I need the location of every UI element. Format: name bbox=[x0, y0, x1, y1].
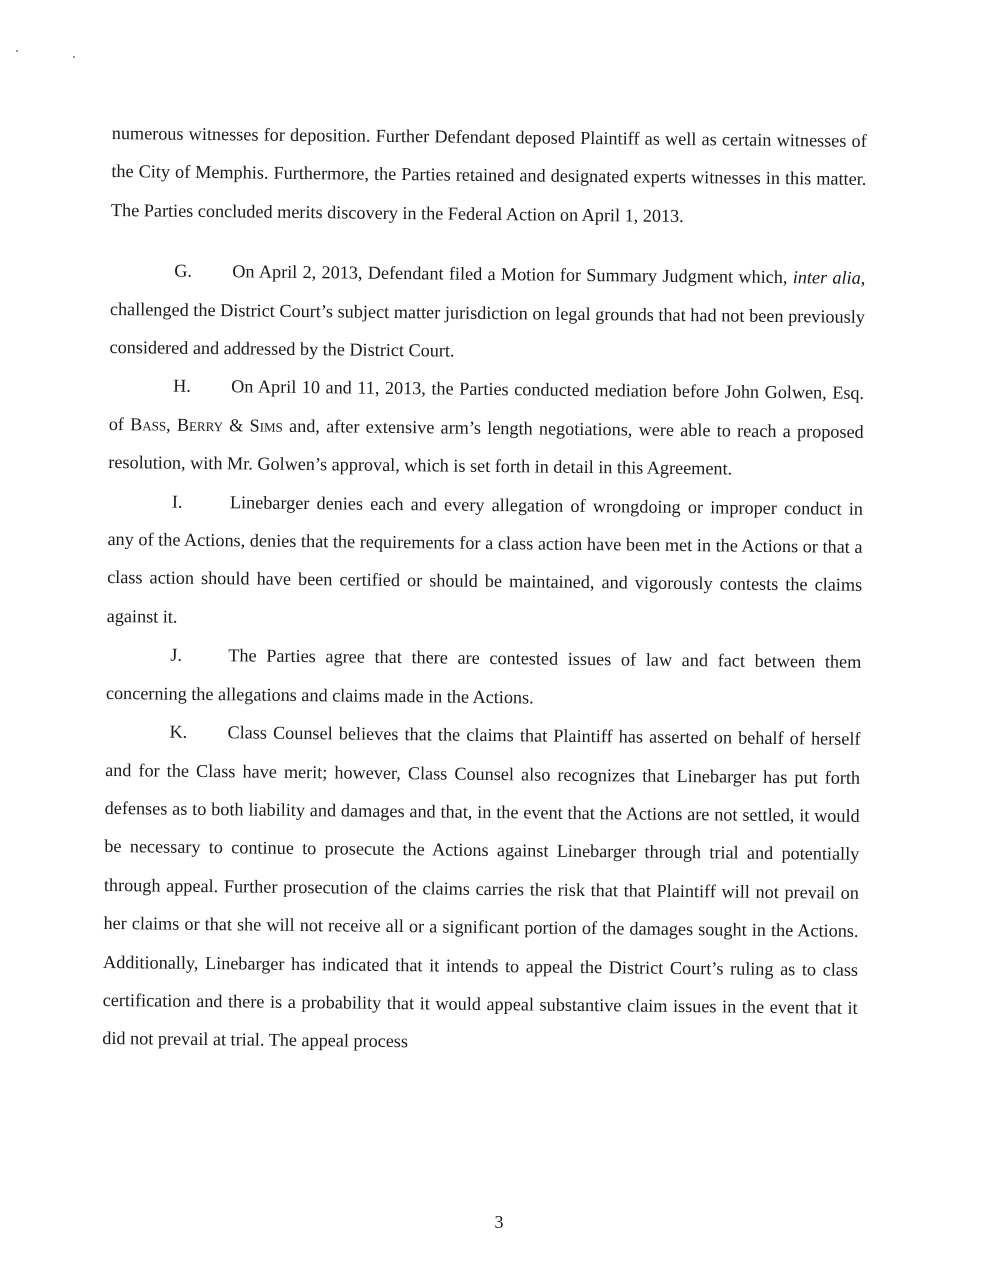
law-firm-name: Bass, Berry & Sims bbox=[130, 414, 283, 436]
paragraph-letter: K. bbox=[169, 721, 188, 742]
paragraph-italic-term: inter alia bbox=[792, 267, 861, 289]
paragraph-text: Linebarger denies each and every allegation of wrongdoing or improper conduct in any of the Actions, denies that the requirements for a class action have been met in the Actions or that a class action should have been certified or should be maintained, and vigorously contests the claims against it. bbox=[106, 491, 864, 627]
paragraph-h bbox=[108, 366, 864, 489]
paragraph-g bbox=[109, 251, 865, 374]
paragraph-text: On April 10 and 11, 2013, the Parties conducted mediation before John Golwen, Esq. of bbox=[108, 376, 865, 435]
paragraph-i bbox=[107, 482, 864, 644]
paragraph-text: and, after extensive arm’s length negotiations, were able to reach a proposed resolution, with Mr. Golwen’s approval, which is set forth in detail in this Agreement. bbox=[108, 415, 864, 479]
paragraph-text: The Parties agree that there are contested issues of law and fact between them concerning the allegations and claims made in the Actions. bbox=[105, 645, 862, 708]
document-body bbox=[102, 114, 867, 1066]
page-number: 3 bbox=[494, 1212, 504, 1232]
paragraph-text: Class Counsel believes that the claims that Plaintiff has asserted on behalf of herself and for the Class have merit; however, Class Counsel also recognizes that Linebarger has put forth defenses as to both liability and damages and that, in the event that the Actions are not settled, it would be necessary to continue to prosecute the Actions against Linebarger through trial and potentially through appeal. Further prosecution of the claims carries the risk that that Plaintiff will not prevail on her claims or that she will not receive all or a significant portion of the damages sought in the Actions. Additionally, Linebarger has indicated that it intends to appeal the District Court’s ruling as to class certification and there is a probability that it would appeal substantive claim issues in the event that it did not prevail at trial. The appeal process bbox=[102, 722, 861, 1052]
paragraph-text: , challenged the District Court’s subject matter jurisdiction on legal grounds that had not been previously considered and addressed by the District Court. bbox=[109, 268, 866, 361]
scan-speck bbox=[16, 50, 18, 52]
paragraph-letter: H. bbox=[173, 376, 191, 397]
paragraph-text: On April 2, 2013, Defendant filed a Motion for Summary Judgment which, bbox=[232, 261, 793, 288]
paragraph-k bbox=[102, 712, 861, 1066]
scan-speck bbox=[73, 56, 75, 58]
paragraph-letter: G. bbox=[174, 260, 193, 282]
paragraph-letter: J. bbox=[170, 644, 183, 666]
paragraph-j bbox=[106, 635, 862, 720]
paragraph-letter: I. bbox=[171, 491, 183, 512]
continuation-paragraph: numerous witnesses for deposition. Further Defendant deposed Plaintiff as well as certain witnesses of the City of Memphis. Furthermore, the Parties retained and designated experts witnesses in this matter. The Parties concluded merits discovery in the Federal Action on April 1, 2013. bbox=[110, 122, 867, 226]
